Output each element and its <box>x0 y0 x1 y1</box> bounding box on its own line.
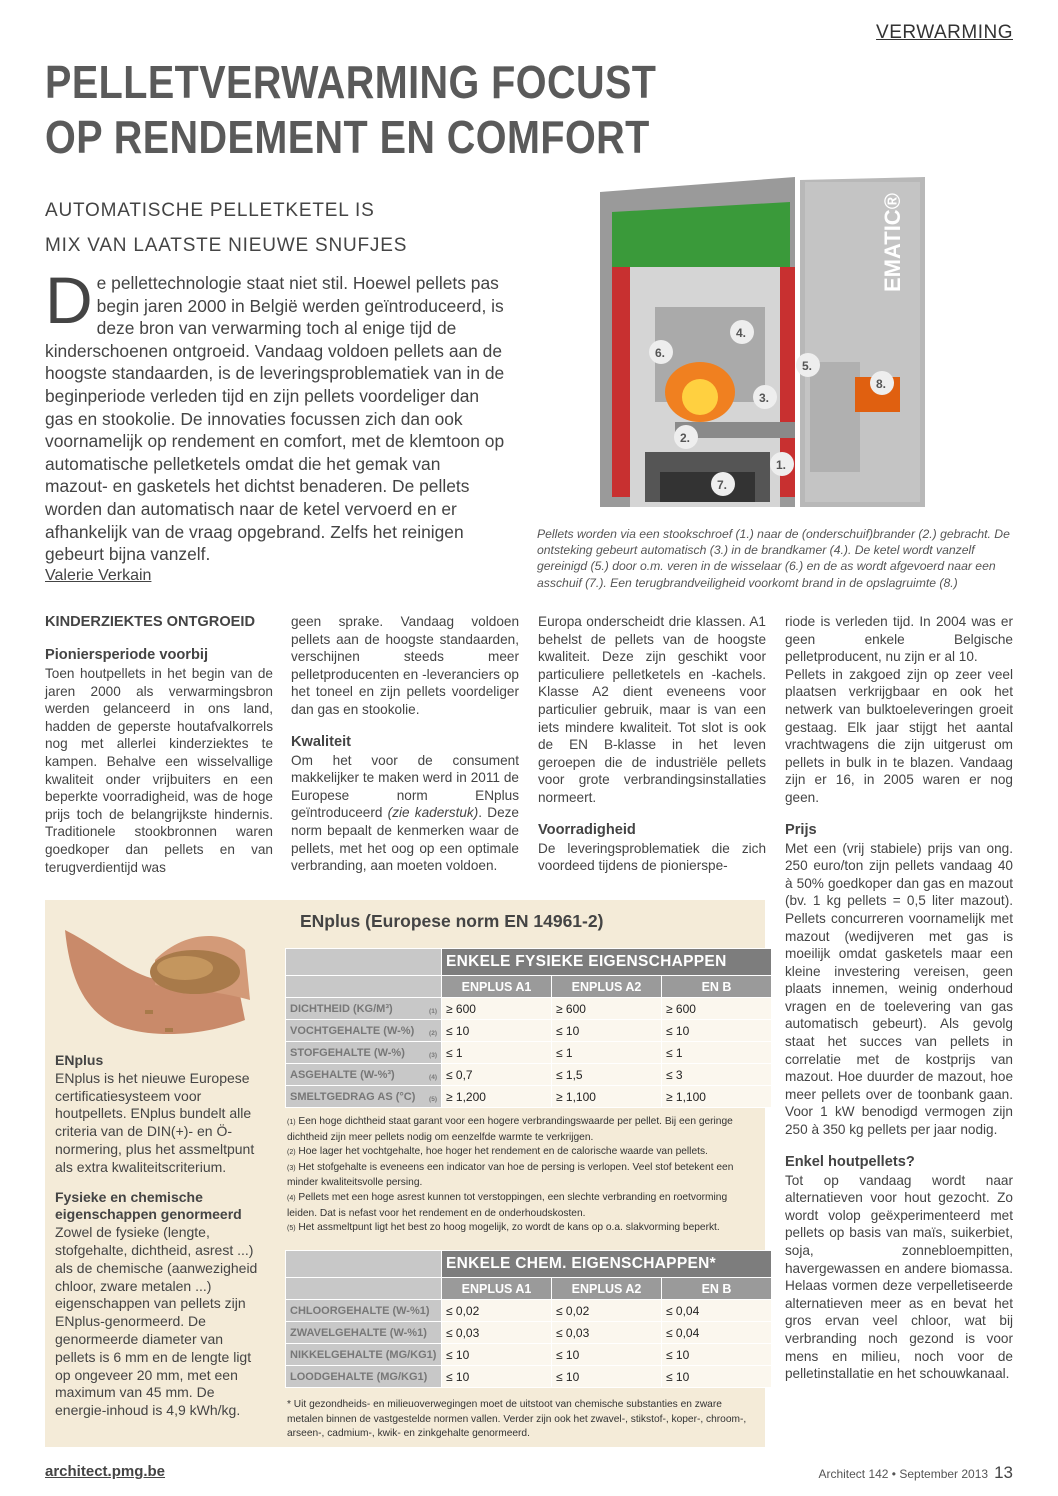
table-row <box>286 1300 772 1322</box>
table-2-title: ENKELE CHEM. EIGENSCHAPPEN* <box>442 1251 772 1278</box>
column-2-text-2 <box>291 752 519 875</box>
column-header: ENPLUS A1 <box>442 976 552 998</box>
note-item: (5) Het assmeltpunt ligt het best zo hoog mogelijk, zo wordt de kans op o.a. slakvorming beperkt. <box>287 1222 720 1234</box>
column-1-text: Toen houtpellets in het begin van de jaren 2000 als verwarmingsbron werden gelanceerd in ons land, hadden de geperste houtafvalkorrels nog met allerlei kinderziektes te kampen. Behalve een wisselvallige kwaliteit onder vrijbuiters en een beperkte voorradigheid, was de hoge prijs toch de belangrijkste hindernis. Traditionele stookbronnen waren goedkoper dan pellets en van terugverdientijd was <box>45 666 273 875</box>
table-row <box>286 1042 772 1064</box>
table-1-notes <box>287 1115 759 1237</box>
properties-heading: Fysieke en chemische eigenschappen genormeerd <box>55 1188 242 1223</box>
table-cell: ≤ 10 <box>552 1344 662 1366</box>
svg-text:7.: 7. <box>717 478 728 492</box>
section-heading: KINDERZIEKTES ONTGROEID <box>45 614 255 630</box>
svg-text:6.: 6. <box>655 346 666 360</box>
row-label: CHLOORGEHALTE (W-%1) <box>286 1300 442 1322</box>
table-row <box>286 1020 772 1042</box>
table-cell: ≤ 10 <box>442 1366 552 1388</box>
enplus-heading: ENplus <box>55 1052 104 1068</box>
table-cell: ≤ 10 <box>662 1344 772 1366</box>
row-label: LOODGEHALTE (MG/KG1) <box>286 1366 442 1388</box>
table-cell: ≥ 600 <box>662 998 772 1020</box>
column-2-text-2b: . Deze norm bepaalt de kenmerken waar de pellets, met het oog op een optimale verbranding, aan moeten voldoen. <box>291 805 519 874</box>
table-cell: ≤ 1 <box>662 1042 772 1064</box>
table-row <box>286 998 772 1020</box>
note-item: (3) Het stofgehalte is eveneens een indicator van hoe de persing is verlopen. Veel stof betekent een minder kwaliteitsvolle persing. <box>287 1161 734 1189</box>
row-label: NIKKELGEHALTE (MG/KG1) <box>286 1344 442 1366</box>
subheading-price: Prijs <box>785 821 817 838</box>
row-note: (5) <box>429 1095 437 1103</box>
boiler-cutaway-svg <box>600 172 930 512</box>
subheading-pioneers: Pioniersperiode voorbij <box>45 647 208 663</box>
table-corner <box>286 1251 442 1278</box>
box-title: ENplus (Europese norm EN 14961-2) <box>300 911 604 931</box>
table-cell: ≤ 0,02 <box>552 1300 662 1322</box>
boiler-illustration <box>600 172 930 512</box>
section-tag[interactable]: VERWARMING <box>876 22 1013 43</box>
row-label: ASGEHALTE (W-%³) <box>290 1068 395 1081</box>
table-cell: ≤ 1,5 <box>552 1064 662 1086</box>
svg-text:2.: 2. <box>680 431 691 445</box>
page-number: 13 <box>994 1463 1013 1482</box>
row-label: DICHTHEID (KG/M³) <box>290 1002 393 1015</box>
page-footer <box>818 1463 1013 1483</box>
pellets-in-hands-photo <box>45 910 270 1050</box>
table-cell: ≤ 10 <box>662 1366 772 1388</box>
table-row <box>286 1064 772 1086</box>
table-cell: ≤ 10 <box>552 1020 662 1042</box>
table-corner <box>286 949 442 976</box>
svg-text:5.: 5. <box>802 359 813 373</box>
physical-properties-table <box>285 948 772 1108</box>
subtitle-line-1: AUTOMATISCHE PELLETKETEL IS <box>45 200 375 221</box>
author-link[interactable]: Valerie Verkain <box>45 567 152 584</box>
table-cell: ≥ 1,100 <box>552 1086 662 1108</box>
table-cell: ≤ 10 <box>662 1020 772 1042</box>
enplus-sidebar <box>55 1052 265 1420</box>
row-note: (2) <box>429 1029 437 1037</box>
column-4-text-4: Tot op vandaag wordt naar alternatieven voor hout gezocht. Zo wordt volop geëxperimenteerd met pellets op basis van maïs, suikerbiet, soja, zonnebloempitten, havergewassen en andere biomassa. Helaas vormen deze verpelletiseerde alternatieven meer as en bevat het gros ervan veel chloor, wat bij verbranding noch gezond is voor mens en milieu, noch voor de pelletinstallatie en het schouwkanaal. <box>785 1172 1013 1382</box>
table-cell: ≤ 10 <box>442 1020 552 1042</box>
table-cell: ≤ 0,7 <box>442 1064 552 1086</box>
column-header: ENPLUS A2 <box>552 976 662 998</box>
row-note: (3) <box>429 1051 437 1059</box>
svg-text:1.: 1. <box>776 458 787 472</box>
table-cell: ≤ 0,03 <box>442 1322 552 1344</box>
note-item: (4) Pellets met een hoge asrest kunnen tot verstoppingen, een slechte verbranding en roetvorming leiden. Dat is nefast voor het rendement en de onderhoudskosten. <box>287 1191 728 1219</box>
table-cell: ≤ 1 <box>442 1042 552 1064</box>
intro-text: e pellettechnologie staat niet stil. Hoewel pellets pas begin jaren 2000 in België werden geïntroduceerd, is deze bron van verwarming toch al enige tijd de kinderschoenen ontgroeid. Vandaag voldoen pellets aan de hoogste standaarden, is de leveringsproblematiek van in de beginperiode verleden tijd en zijn pellets voordeliger dan gas en stookolie. De innovaties focussen zich dan ook voornamelijk op rendement en comfort, met de klemtoon op automatische pelletketels omdat die het gemak van mazout- en gasketels het dichtst benaderen. De pellets worden dan automatisch naar de ketel vervoerd en er afhankelijk van de vraag opgebrand. Zelfs het reinigen gebeurt bijna vanzelf. <box>45 273 505 565</box>
enplus-text: ENplus is het nieuwe Europese certificatiesysteem voor houtpellets. ENplus bundelt alle criteria van de DIN(+)- en Ö-normering, plus het assmeltpunt als extra kwaliteitscriterium. <box>55 1069 255 1175</box>
row-label: STOFGEHALTE (W-%) <box>290 1046 405 1059</box>
table-cell: ≥ 600 <box>442 998 552 1020</box>
column-header: EN B <box>662 976 772 998</box>
column-2-text-2a: Om het voor de consument makkelijker te maken werd in 2011 de Europese norm ENplus geïntroduceerd <box>291 752 519 821</box>
column-2-text-1: geen sprake. Vandaag voldoen pellets aan de hoogste standaarden, verschijnen steeds meer pelletproducenten en -leveranciers op het toneel en zijn pellets voordeliger dan gas en stookolie. <box>291 614 519 717</box>
properties-text: Zowel de fysieke (lengte, stofgehalte, dichtheid, asrest ...) als de chemische (aanwezigheid chloor, zware metalen ...) eigenschappen van pellets zijn ENplus-genormeerd. De genormeerde diameter van pellets is 6 mm en de lengte ligt op ongeveer 20 mm, met een maximum van 45 mm. De energie-inhoud is 4,9 kWh/kg. <box>55 1224 258 1419</box>
table-cell: ≥ 1,200 <box>442 1086 552 1108</box>
table-cell: ≤ 0,04 <box>662 1300 772 1322</box>
table-corner <box>286 1278 442 1300</box>
column-4-text-1: riode is verleden tijd. In 2004 was er geen enkele Belgische pelletproducent, nu zijn er al 10. <box>785 614 1013 665</box>
table-cell: ≤ 1 <box>552 1042 662 1064</box>
table-corner <box>286 976 442 998</box>
subheading-quality: Kwaliteit <box>291 733 352 750</box>
table-row <box>286 1344 772 1366</box>
website-link[interactable]: architect.pmg.be <box>45 1463 166 1480</box>
row-note: (1) <box>429 1007 437 1015</box>
subheading-availability: Voorradigheid <box>538 821 636 838</box>
svg-text:8.: 8. <box>876 377 887 391</box>
table-cell: ≤ 0,02 <box>442 1300 552 1322</box>
table-cell: ≤ 0,04 <box>662 1322 772 1344</box>
headline: PELLETVERWARMING FOCUST OP RENDEMENT EN COMFORT <box>45 56 657 163</box>
row-label: SMELTGEDRAG AS (°C) <box>290 1090 416 1103</box>
table-row <box>286 1322 772 1344</box>
table-cell: ≤ 0,03 <box>552 1322 662 1344</box>
note-item: (2) Hoe lager het vochtgehalte, hoe hoger het rendement en de calorische waarde van pellets. <box>287 1146 708 1158</box>
table-cell: ≤ 10 <box>552 1366 662 1388</box>
svg-text:3.: 3. <box>759 391 770 405</box>
column-header: ENPLUS A1 <box>442 1278 552 1300</box>
brand-logo: EMATIC® <box>880 193 905 292</box>
column-header: EN B <box>662 1278 772 1300</box>
table-cell: ≤ 10 <box>442 1344 552 1366</box>
table-cell: ≤ 3 <box>662 1064 772 1086</box>
column-4-text-3: Met een (vrij stabiele) prijs van ong. 250 euro/ton zijn pellets vandaag 40 à 50% goedkoper dan gas en mazout (bv. 1 kg pellets = 0,5 liter mazout). Pellets concurreren voornamelijk met mazout (wedijveren met gas is moeilijk omdat gasketels maar een kleine investering vereisen, geen plaats innemen, weinig onderhoud vragen en de toelevering van gas automatisch gebeurt). Als gevolg staat het succes van pellets in correlatie met de kostprijs van mazout. Hoe duurder de mazout, hoe meer pellets over de toonbank gaan. Voor 1 kW benodigd vermogen zijn 250 à 350 kg pellets per jaar nodig. <box>785 840 1013 1138</box>
subheading-only-wood: Enkel houtpellets? <box>785 1153 915 1170</box>
issue-info: Architect 142 • September 2013 <box>818 1467 989 1481</box>
table-row <box>286 1366 772 1388</box>
figure-caption: Pellets worden via een stookschroef (1.) naar de (onderschuif)brander (2.) gebracht. De ontsteking gebeurt automatisch (3.) in de brandkamer (4.). De ketel wordt vanzelf gereinigd (5.) door o.m. veren in de wisselaar (6.) en de as wordt afgevoerd naar een asschuif (7.). Een terugbrandveiligheid voorkomt brand in de opslagruimte (8.) <box>537 527 1010 590</box>
note-item: (1) Een hoge dichtheid staat garant voor een hogere verbrandingswaarde per pellet. Bij een geringe dichtheid zijn meer pellets nodig om eenzelfde warmte te verkrijgen. <box>287 1116 733 1143</box>
column-1 <box>45 613 273 876</box>
row-note: (4) <box>429 1073 437 1081</box>
column-4 <box>785 613 1013 1383</box>
see-box-reference: (zie kaderstuk) <box>387 805 479 821</box>
table-1-title: ENKELE FYSIEKE EIGENSCHAPPEN <box>442 949 772 976</box>
intro-paragraph <box>45 263 505 566</box>
row-label: VOCHTGEHALTE (W-%) <box>290 1024 415 1037</box>
chemical-properties-table <box>285 1250 772 1388</box>
column-3 <box>538 613 766 875</box>
column-header: ENPLUS A2 <box>552 1278 662 1300</box>
table-cell: ≥ 1,100 <box>662 1086 772 1108</box>
table-row <box>286 1086 772 1108</box>
svg-text:4.: 4. <box>736 326 747 340</box>
column-2 <box>291 613 519 875</box>
column-4-text-2: Pellets in zakgoed zijn op zeer veel plaatsen verkrijgbaar en ook het netwerk van bulktoeleveringen groeit gestaag. Elk jaar stijgt het aantal vrachtwagens die zijn uitgerust om pellets in bulk in te blazen. Vandaag zijn er 16, in 2005 waren er nog geen. <box>785 666 1013 805</box>
column-3-text-2: De leveringsproblematiek die zich voordeed tijdens de pionierspe- <box>538 840 766 874</box>
row-label: ZWAVELGEHALTE (W-%1) <box>286 1322 442 1344</box>
subtitle-line-2: MIX VAN LAATSTE NIEUWE SNUFJES <box>45 235 408 256</box>
column-3-text-1: Europa onderscheidt drie klassen. A1 behelst de pellets van de hoogste kwaliteit. Deze zijn geschikt voor particuliere pelletketels en -kachels. Klasse A2 dient eveneens voor particulier gebruik, maar is van een iets mindere kwaliteit. Tot slot is ook de EN B-klasse in het leven geroepen die de industriële pellets voor grote verbrandingsinstallaties normeert. <box>538 614 766 805</box>
table-2-note: * Uit gezondheids- en milieuoverwegingen moet de uitstoot van chemische substanties en zware metalen binnen de vastgestelde normen vallen. Verder zijn ook het zwavel-, stikstof-, koper-, chroom-, arseen-, cadmium-, kwik- en zinkgehalte genormeerd. <box>287 1399 747 1440</box>
table-cell: ≥ 600 <box>552 998 662 1020</box>
drop-cap: D <box>45 263 93 337</box>
